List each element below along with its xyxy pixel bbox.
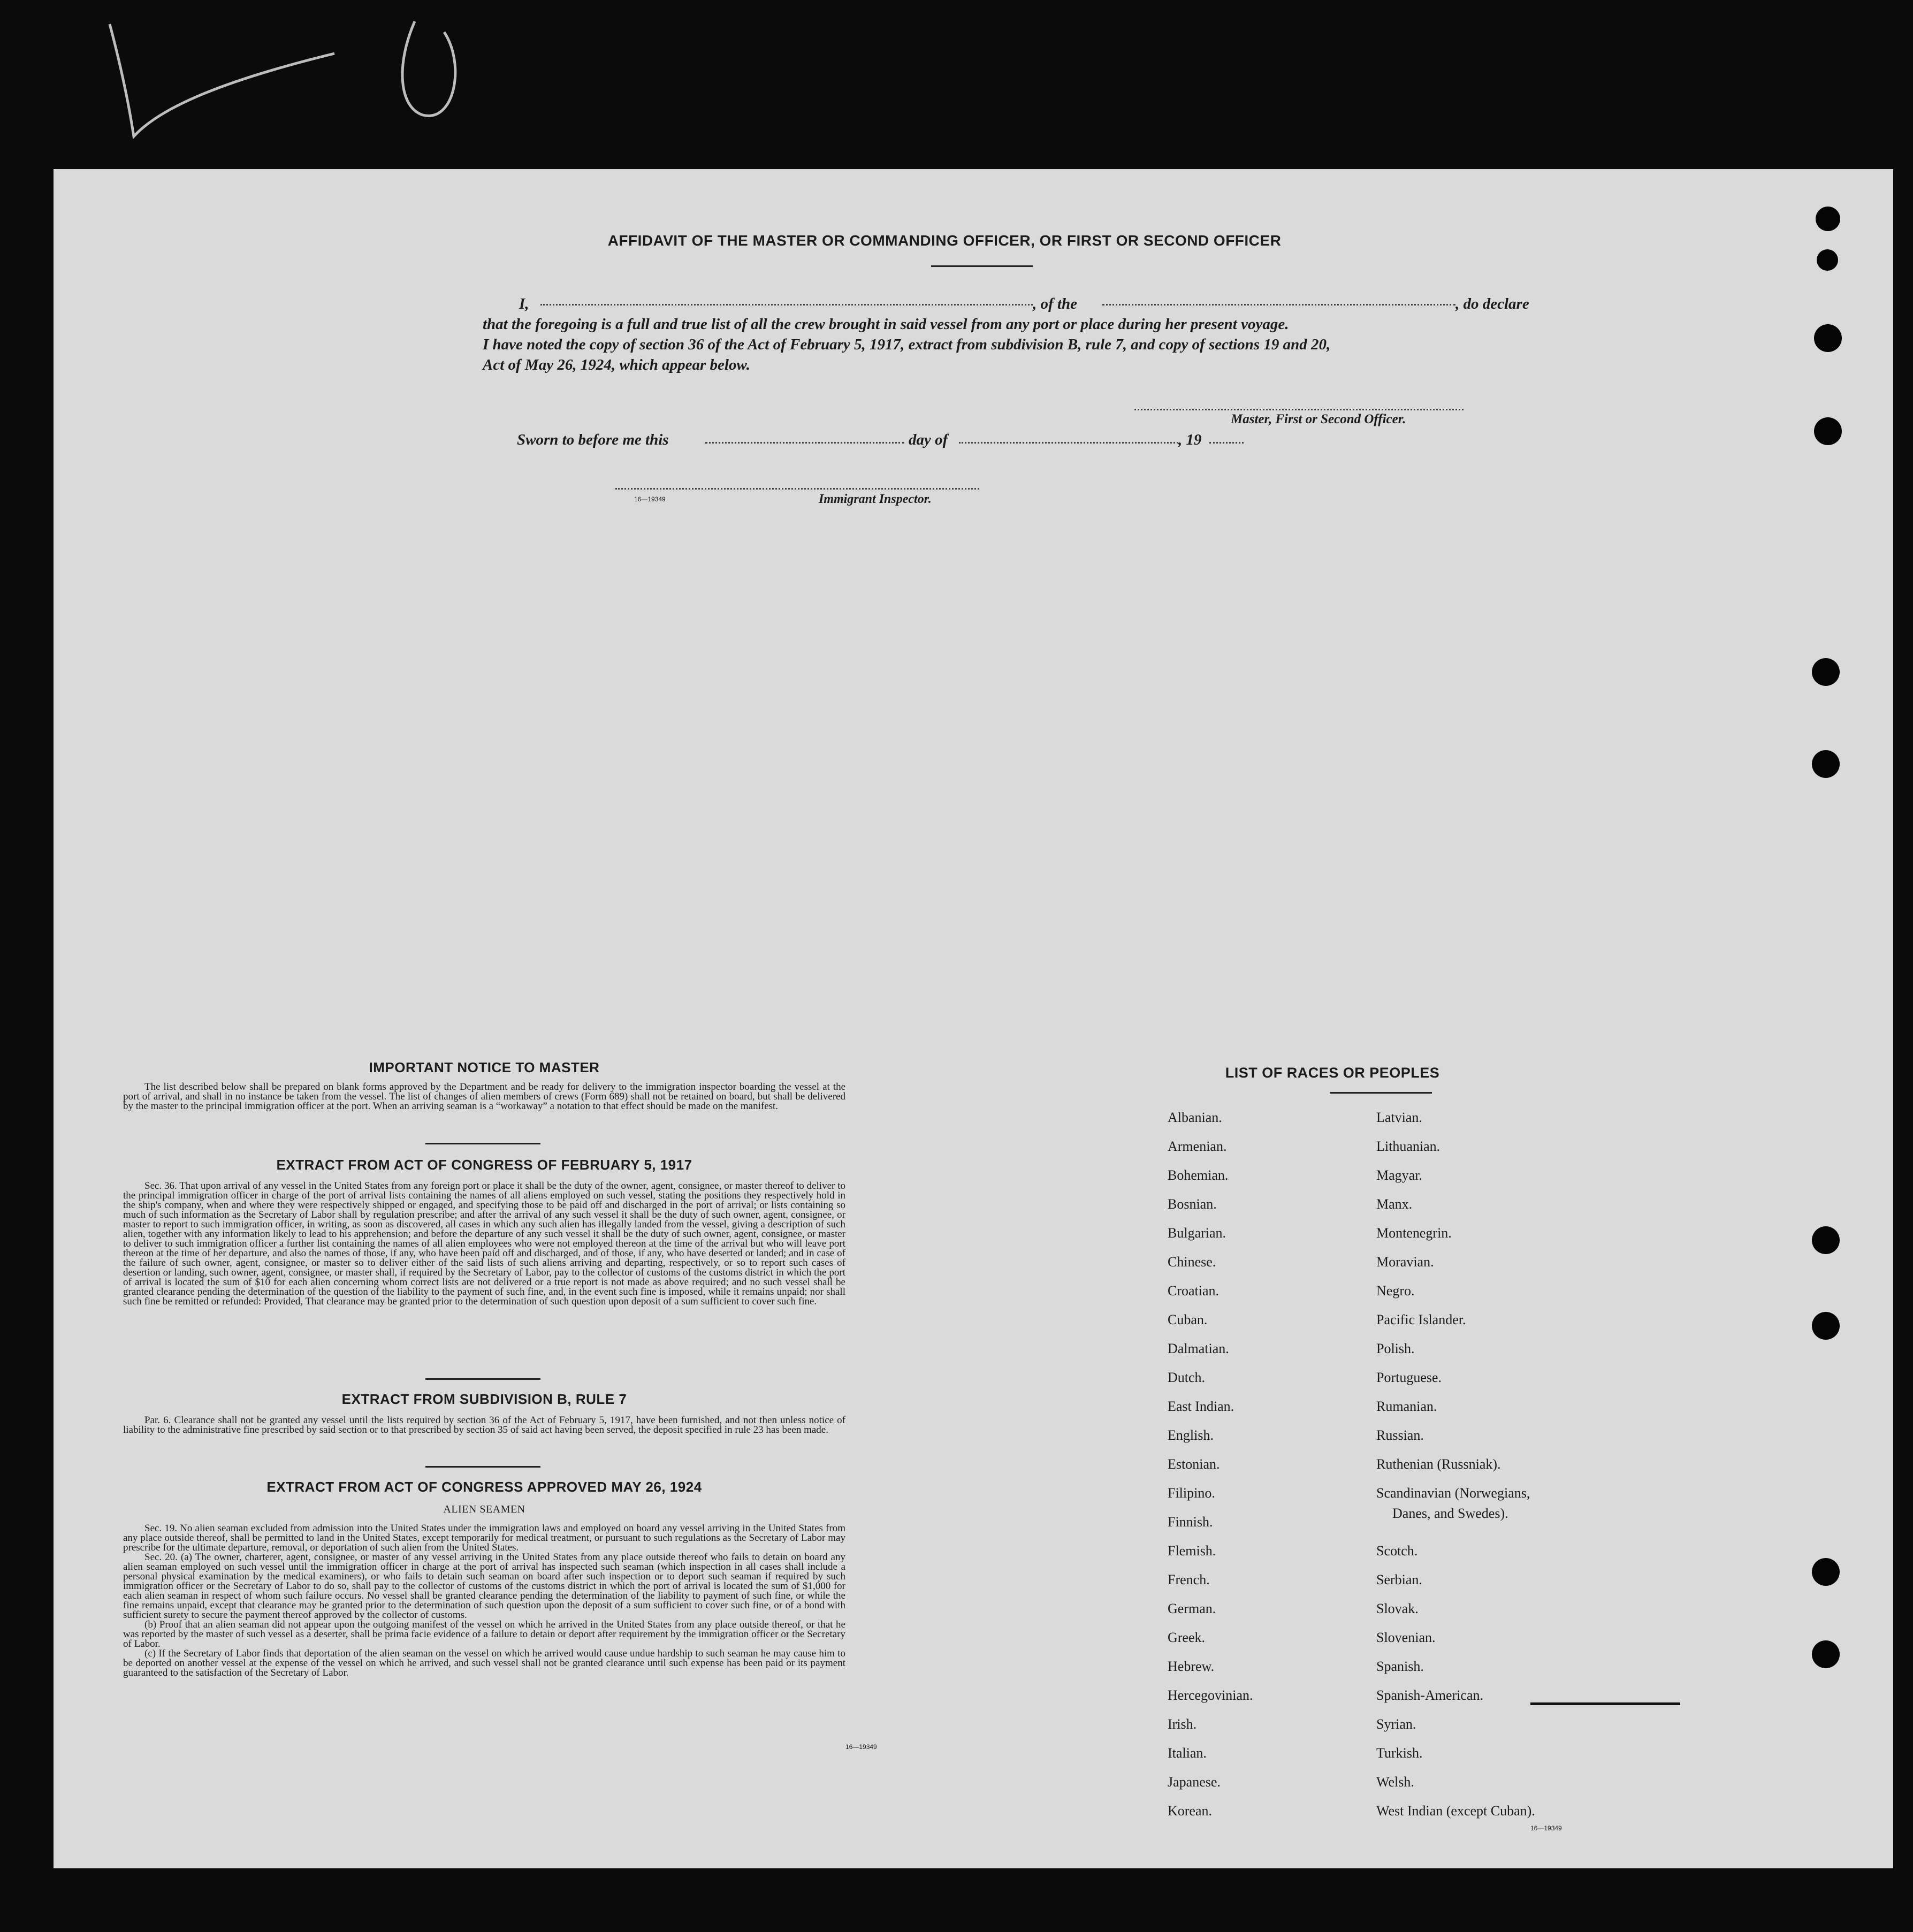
race-item: Ruthenian (Russniak). bbox=[1376, 1456, 1501, 1472]
notice-body bbox=[123, 1082, 845, 1111]
form-sheet bbox=[54, 169, 1893, 1868]
i-label: I, bbox=[519, 295, 529, 312]
affidavit-title: AFFIDAVIT OF THE MASTER OR COMMANDING OFFICER, OR FIRST OR SECOND OFFICER bbox=[607, 232, 1282, 249]
race-item: Hebrew. bbox=[1168, 1659, 1215, 1674]
binder-hole bbox=[1812, 1640, 1840, 1668]
race-item: Flemish. bbox=[1168, 1543, 1216, 1559]
extract-1924-title: EXTRACT FROM ACT OF CONGRESS APPROVED MAY 26, 1924 bbox=[266, 1479, 702, 1495]
race-item: Magyar. bbox=[1376, 1167, 1422, 1183]
handwritten-marks bbox=[0, 0, 1913, 182]
binder-hole bbox=[1812, 1312, 1840, 1340]
divider bbox=[425, 1466, 540, 1468]
sworn-day-field[interactable] bbox=[705, 442, 904, 444]
race-item: Greek. bbox=[1168, 1630, 1206, 1645]
signature-label: Master, First or Second Officer. bbox=[1231, 412, 1406, 426]
race-item: Montenegrin. bbox=[1376, 1225, 1452, 1241]
race-item: Syrian. bbox=[1376, 1716, 1416, 1732]
declaration-line-2: that the foregoing is a full and true list of all the crew brought in said vessel from any port or place during her present voyage. bbox=[483, 316, 1289, 333]
alien-seamen-subtitle: ALIEN SEAMEN bbox=[443, 1503, 525, 1515]
declaration-line-3: I have noted the copy of section 36 of the Act of February 5, 1917, extract from subdivision B, rule 7, and copy of sections 19 and 20, bbox=[483, 336, 1331, 353]
rule-7-paragraph: Par. 6. Clearance shall not be granted any vessel until the lists required by section 36 of the Act of February 5, 1917, have been furnished, and not then unless notice of liability to the administrative fine prescribed by said section or to that prescribed by section 35 of said act having been served, the deposit specified in rule 23 has been made. bbox=[123, 1415, 845, 1435]
race-item: Finnish. bbox=[1168, 1514, 1213, 1530]
declaration-line-1 bbox=[519, 295, 529, 313]
race-item: Lithuanian. bbox=[1376, 1139, 1441, 1154]
race-item: French. bbox=[1168, 1572, 1210, 1587]
section-36-paragraph: Sec. 36. That upon arrival of any vessel in the United States from any foreign port or place it shall be the duty of the owner, agent, consignee, or master thereof to deliver to the principal immigration officer in charge of the port of arrival lists containing the names of all aliens employed on such vessel, stating the positions they respectively hold in the ship's company, when and where they were respectively shipped or engaged, and specifying those to be paid off and discharged in the port of arrival; or lists containing so much of such information as the Secretary of Labor shall by regulation prescribe; and after the arrival of any such vessel it shall be the duty of such owner, agent, consignee, or master to report to such immigration officer, in writing, as soon as discovered, all cases in which any such alien has illegally landed from the vessel, giving a description of such alien, together with any information likely to lead to his apprehension; and before the departure of any such vessel it shall be the duty of such owner, agent, consignee, or master to deliver to such immigration officer a further list containing the names of all alien employees who were not employed thereon at the time of the arrival but who will leave port thereon at the time of her departure, and also the names of those, if any, who have been paid off and discharged, and of those, if any, who have deserted or landed; and in case of the failure of such owner, agent, consignee, or master so to deliver either of the said lists of such aliens arriving and departing, respectively, or so to report such cases of desertion or landing, such owner, agent, consignee, or master shall, if required by the Secretary of Labor, pay to the collector of customs of the customs district in which the port of arrival is located the sum of $10 for each alien concerning whom correct lists are not delivered or a true report is not made as above required; and no such vessel shall be granted clearance pending the determination of the question of the liability to the payment of such fine, and, in the event such fine is imposed, while it remains unpaid; nor shall such fine be remitted or refunded: Provided, That clearance may be granted prior to the determination of such question upon deposit of a sum sufficient to cover such fine. bbox=[123, 1180, 845, 1307]
race-item: Korean. bbox=[1168, 1803, 1213, 1819]
races-right-column bbox=[1376, 1110, 1676, 1859]
race-item: Manx. bbox=[1376, 1196, 1413, 1212]
race-item: Portuguese. bbox=[1376, 1370, 1442, 1385]
race-item: Albanian. bbox=[1168, 1110, 1222, 1125]
divider bbox=[425, 1143, 540, 1144]
races-left-column bbox=[1168, 1110, 1360, 1859]
race-item: Moravian. bbox=[1376, 1254, 1434, 1270]
race-item: Bosnian. bbox=[1168, 1196, 1217, 1212]
race-item: Russian. bbox=[1376, 1427, 1424, 1443]
binder-hole bbox=[1812, 1558, 1840, 1586]
binder-hole bbox=[1816, 207, 1840, 231]
race-item: Polish. bbox=[1376, 1341, 1415, 1356]
binder-hole bbox=[1814, 417, 1842, 445]
sworn-month-field[interactable] bbox=[959, 442, 1178, 444]
do-declare-label: , do declare bbox=[1455, 295, 1529, 312]
binder-hole bbox=[1814, 324, 1842, 352]
year-label: , 19 bbox=[1178, 431, 1202, 448]
race-item: Bohemian. bbox=[1168, 1167, 1229, 1183]
of-the-label: , of the bbox=[1033, 295, 1077, 312]
day-of-label: day of bbox=[909, 431, 948, 448]
pen-strike bbox=[1530, 1702, 1680, 1705]
race-item: Scotch. bbox=[1376, 1543, 1418, 1559]
race-item: Spanish-American. bbox=[1376, 1687, 1484, 1703]
binder-hole bbox=[1812, 1226, 1840, 1254]
race-item: Cuban. bbox=[1168, 1312, 1208, 1327]
sworn-label: Sworn to before me this bbox=[517, 431, 669, 448]
vessel-field[interactable] bbox=[1102, 304, 1455, 306]
race-item: Estonian. bbox=[1168, 1456, 1220, 1472]
race-item: Croatian. bbox=[1168, 1283, 1220, 1299]
sworn-year-field[interactable] bbox=[1209, 442, 1244, 444]
race-item: Spanish. bbox=[1376, 1659, 1424, 1674]
form-number: 16—19349 bbox=[845, 1743, 877, 1751]
race-item: English. bbox=[1168, 1427, 1214, 1443]
race-item: Rumanian. bbox=[1376, 1399, 1437, 1414]
race-item: Turkish. bbox=[1376, 1745, 1423, 1761]
race-item: Negro. bbox=[1376, 1283, 1415, 1299]
race-item: East Indian. bbox=[1168, 1399, 1234, 1414]
race-item: Filipino. bbox=[1168, 1485, 1215, 1501]
inspector-signature-field[interactable] bbox=[615, 488, 979, 490]
race-item: Italian. bbox=[1168, 1745, 1207, 1761]
divider bbox=[1330, 1092, 1432, 1094]
declaration-line-4: Act of May 26, 1924, which appear below. bbox=[483, 356, 750, 373]
race-item: Serbian. bbox=[1376, 1572, 1422, 1587]
form-number: 16—19349 bbox=[1530, 1824, 1562, 1832]
divider bbox=[931, 265, 1033, 267]
race-item: Japanese. bbox=[1168, 1774, 1221, 1790]
binder-hole bbox=[1817, 249, 1838, 271]
races-title: LIST OF RACES OR PEOPLES bbox=[1225, 1065, 1440, 1081]
divider bbox=[425, 1378, 540, 1380]
notice-title: IMPORTANT NOTICE TO MASTER bbox=[369, 1059, 600, 1075]
binder-hole bbox=[1812, 658, 1840, 686]
race-item: Dutch. bbox=[1168, 1370, 1206, 1385]
race-item: Irish. bbox=[1168, 1716, 1197, 1732]
race-item: West Indian (except Cuban). bbox=[1376, 1803, 1535, 1819]
rule-7-title: EXTRACT FROM SUBDIVISION B, RULE 7 bbox=[341, 1391, 627, 1407]
race-item: Bulgarian. bbox=[1168, 1225, 1226, 1241]
extract-1917-title: EXTRACT FROM ACT OF CONGRESS OF FEBRUARY 5, 1917 bbox=[276, 1157, 692, 1173]
race-item: Pacific Islander. bbox=[1376, 1312, 1466, 1327]
race-item: Welsh. bbox=[1376, 1774, 1414, 1790]
race-item: Scandinavian (Norwegians, bbox=[1376, 1485, 1530, 1501]
section-20a-paragraph: Sec. 20. (a) The owner, charterer, agent, consignee, or master of any vessel arriving in the United States from any place outside thereof who fails to detain on board any alien seaman employed on such vessel until the immigration officer in charge at the port of arrival has inspected such seaman (which inspection in all cases shall include a personal physical examination by the medical examiners), or who fails to detain such seaman on board after such inspection or to deport such seaman if required by such immigration officer or the Secretary of Labor to do so, shall pay to the collector of customs of the customs district in which the port of arrival is located the sum of $1,000 for each alien seaman in respect of whom such failure occurs. No vessel shall be granted clearance pending the determination of the liability to payment of such fine, or while the fine remains unpaid, except that clearance may be granted prior to the determination of such question upon the deposit of a sum sufficient to cover such fine, or of a bond with sufficient surety to secure the payment thereof approved by the collector of customs. bbox=[123, 1552, 845, 1621]
extract-1924-body bbox=[123, 1524, 845, 1678]
inspector-label: Immigrant Inspector. bbox=[819, 492, 932, 506]
race-item: Latvian. bbox=[1376, 1110, 1422, 1125]
notice-paragraph: The list described below shall be prepared on blank forms approved by the Department and be ready for delivery to the immigration inspector boarding the vessel at the port of arrival, and shall in no instance be taken from the vessel. The list of changes of alien members of crews (Form 689) shall not be retained on board, but shall be delivered by the master to the principal immigration officer at the port. When an arriving seaman is a “workaway” a notation to that effect should be made on the manifest. bbox=[123, 1081, 845, 1112]
race-item: Armenian. bbox=[1168, 1139, 1227, 1154]
extract-1917-body bbox=[123, 1181, 845, 1307]
race-item: Hercegovinian. bbox=[1168, 1687, 1253, 1703]
race-item: Dalmatian. bbox=[1168, 1341, 1229, 1356]
name-field[interactable] bbox=[540, 304, 1033, 306]
race-item: Slovenian. bbox=[1376, 1630, 1436, 1645]
binder-hole bbox=[1812, 750, 1840, 778]
section-20b-paragraph: (b) Proof that an alien seaman did not appear upon the outgoing manifest of the vessel on which he arrived in the United States from any place outside thereof, or that he was reported by the master of such vessel as a deserter, shall be prima facie evidence of a failure to detain or deport after requirement by the immigration officer or the Secretary of Labor. bbox=[123, 1619, 845, 1650]
race-item: Chinese. bbox=[1168, 1254, 1216, 1270]
race-item: Slovak. bbox=[1376, 1601, 1419, 1616]
form-number: 16—19349 bbox=[634, 495, 666, 503]
race-item: Danes, and Swedes). bbox=[1392, 1506, 1508, 1521]
signature-field[interactable] bbox=[1134, 409, 1464, 410]
rule-7-body bbox=[123, 1416, 845, 1435]
section-19-paragraph: Sec. 19. No alien seaman excluded from admission into the United States under the immigration laws and employed on board any vessel arriving in the United States from any place outside thereof, shall be permitted to land in the United States, except temporarily for medical treatment, or pursuant to such regulations as the Secretary of Labor may prescribe for the ultimate departure, removal, or deportation of such alien from the United States. bbox=[123, 1523, 845, 1553]
section-20c-paragraph: (c) If the Secretary of Labor finds that deportation of the alien seaman on the vessel on which he arrived would cause undue hardship to such seaman he may cause him to be deported on another vessel at the expense of the vessel on which he arrived, and such vessel shall not be granted clearance until such expense has been paid or its payment guaranteed to the satisfaction of the Secretary of Labor. bbox=[123, 1648, 845, 1678]
race-item: German. bbox=[1168, 1601, 1216, 1616]
